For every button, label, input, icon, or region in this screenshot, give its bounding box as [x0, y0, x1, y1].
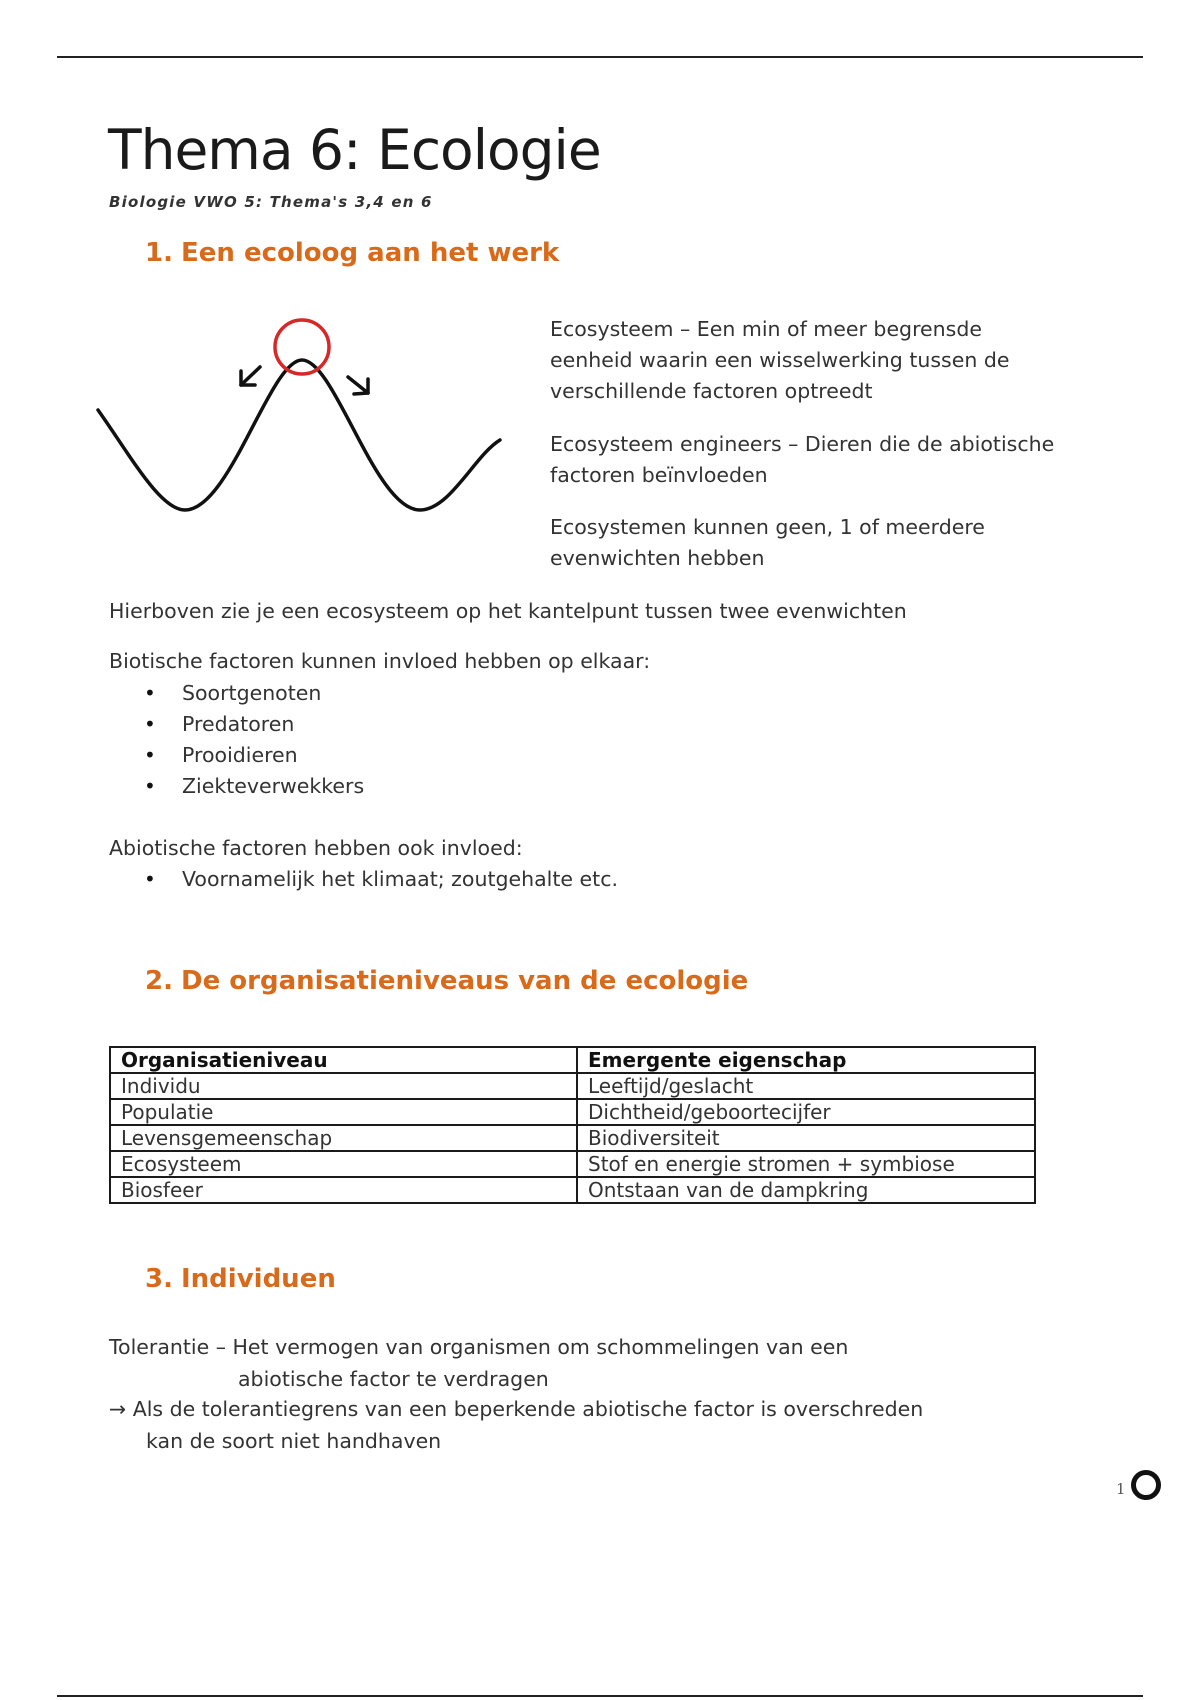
tolerance-consequence: → Als de tolerantiegrens van een beperkende abiotische factor is overschreden [109, 1397, 924, 1421]
table-cell: Individu [110, 1073, 577, 1099]
arrow-left-icon [241, 367, 260, 385]
definition-ecosysteem-engineers: Ecosysteem engineers – Dieren die de abiotische factoren beïnvloeden [550, 432, 1055, 487]
page-number-circle-icon [1131, 1470, 1161, 1500]
section-3-title: Individuen [181, 1264, 336, 1294]
table-header-cell: Emergente eigenschap [577, 1047, 1035, 1073]
page-number: 1 [1116, 1480, 1126, 1498]
table-cell: Dichtheid/geboortecijfer [577, 1099, 1035, 1125]
table-cell: Leeftijd/geslacht [577, 1073, 1035, 1099]
table-row [110, 1073, 1035, 1099]
section-1-heading [145, 238, 559, 268]
section-2-number: 2. [145, 966, 173, 996]
section-3-heading [145, 1264, 336, 1294]
diagram-caption: Hierboven zie je een ecosysteem op het kantelpunt tussen twee evenwichten [109, 599, 907, 623]
table-cell: Biodiversiteit [577, 1125, 1035, 1151]
biotic-intro: Biotische factoren kunnen invloed hebben op elkaar: [109, 649, 651, 673]
table-row [110, 1151, 1035, 1177]
top-rule [57, 56, 1143, 58]
tolerance-definition: Tolerantie – Het vermogen van organismen om schommelingen van een [109, 1335, 849, 1359]
section-1-title: Een ecoloog aan het werk [181, 238, 560, 268]
equilibrium-curve [98, 360, 500, 510]
table-cell: Levensgemeenschap [110, 1125, 577, 1151]
list-item: • Prooidieren [140, 740, 364, 771]
section-1-number: 1. [145, 238, 173, 268]
section-2-heading [145, 966, 748, 996]
definition-evenwichten: Ecosystemen kunnen geen, 1 of meerdere evenwichten hebben [550, 515, 985, 570]
section-3-number: 3. [145, 1264, 173, 1294]
list-item: • Ziekteverwekkers [140, 771, 364, 802]
abiotic-list [140, 864, 618, 895]
equilibrium-diagram [90, 305, 510, 525]
table-row [110, 1125, 1035, 1151]
organisation-levels-table [109, 1046, 1036, 1204]
table-header-row [110, 1047, 1035, 1073]
list-item: • Predatoren [140, 709, 364, 740]
arrow-right-icon [348, 377, 368, 394]
tipping-ball [275, 320, 329, 374]
tolerance-definition-continued: abiotische factor te verdragen [238, 1367, 549, 1391]
page-title: Thema 6: Ecologie [108, 118, 601, 182]
table-cell: Stof en energie stromen + symbiose [577, 1151, 1035, 1177]
table-cell: Ontstaan van de dampkring [577, 1177, 1035, 1203]
bottom-rule [57, 1695, 1143, 1697]
list-item: • Soortgenoten [140, 678, 364, 709]
definition-ecosysteem: Ecosysteem – Een min of meer begrensde eenheid waarin een wisselwerking tussen de verschillende factoren optreedt [550, 317, 1010, 403]
biotic-list [140, 678, 364, 802]
tolerance-consequence-continued: kan de soort niet handhaven [146, 1429, 442, 1453]
table-cell: Biosfeer [110, 1177, 577, 1203]
list-item: • Voornamelijk het klimaat; zoutgehalte etc. [140, 864, 618, 895]
section-2-title: De organisatieniveaus van de ecologie [181, 966, 749, 996]
page-subtitle: Biologie VWO 5: Thema's 3,4 en 6 [109, 193, 433, 211]
table-row [110, 1177, 1035, 1203]
abiotic-intro: Abiotische factoren hebben ook invloed: [109, 836, 523, 860]
table-header-cell: Organisatieniveau [110, 1047, 577, 1073]
table-row [110, 1099, 1035, 1125]
table-cell: Populatie [110, 1099, 577, 1125]
table-cell: Ecosysteem [110, 1151, 577, 1177]
